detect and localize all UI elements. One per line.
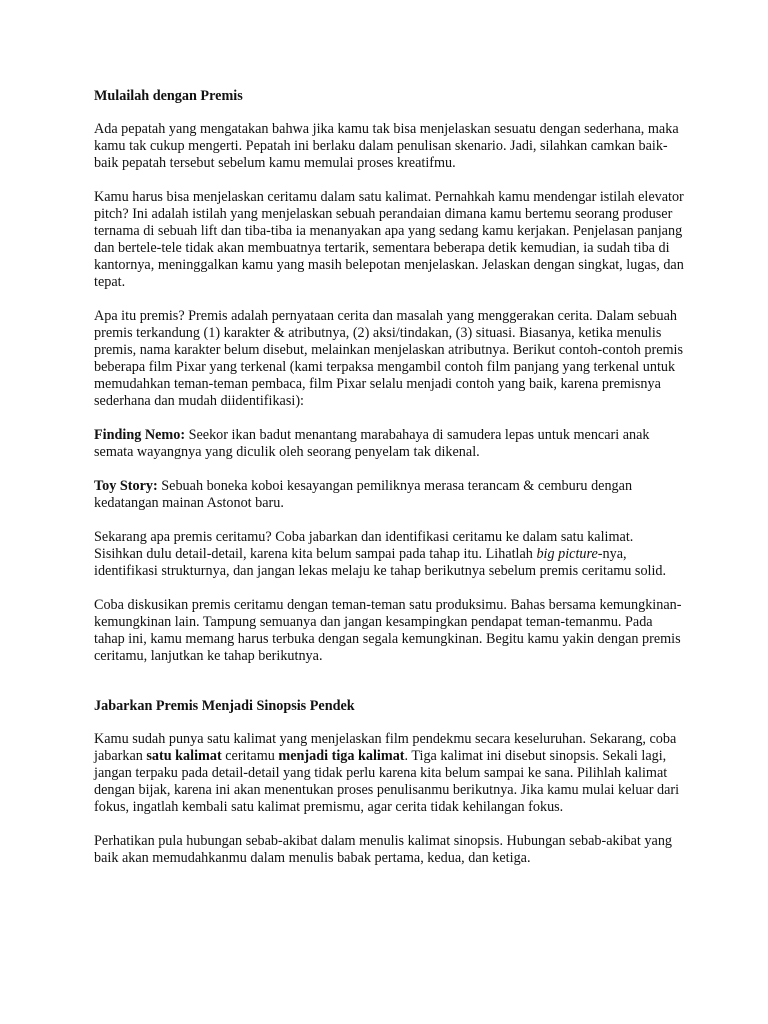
example-toy-story	[94, 478, 684, 512]
section-heading-sinopsis: Jabarkan Premis Menjadi Sinopsis Pendek	[94, 698, 355, 714]
paragraph-premis-ceritamu-italic: big picture	[536, 546, 598, 562]
paragraph-apa-itu-premis: Apa itu premis? Premis adalah pernyataan cerita dan masalah yang menggerakan cerita. Dalam sebuah premis terkandung (1) karakter & atributnya, (2) aksi/tindakan, (3) situasi. Biasanya, ketika menulis premis, nama karakter belum disebut, melainkan menjelaskan atributnya. Berikut contoh-contoh premis beberapa film Pixar yang terkenal (kami terpaksa mengambil contoh film panjang yang terkenal untuk memudahkan teman-teman pembaca, film Pixar selalu menjadi contoh yang baik, karena premisnya sederhana dan mudah diidentifikasi):	[94, 308, 684, 409]
section-spacer	[94, 682, 684, 698]
paragraph-sinopsis-part2: ceritamu	[221, 748, 279, 764]
paragraph-sinopsis	[94, 731, 684, 816]
example-text-toy-story: Sebuah boneka koboi kesayangan pemiliknya merasa terancam & cemburu dengan kedatangan mainan Astonot baru.	[94, 478, 633, 511]
paragraph-sinopsis-bold1: satu kalimat	[146, 748, 222, 764]
paragraph-elevator-pitch: Kamu harus bisa menjelaskan ceritamu dalam satu kalimat. Pernahkah kamu mendengar istilah elevator pitch? Ini adalah istilah yang menjelaskan sebuah perandaian dimana kamu bertemu seorang produser ternama di sebuah lift dan tiba-tiba ia menanyakan apa yang sedang kamu kerjakan. Penjelasan panjang dan bertele-tele tidak akan membuatnya tertarik, sementara beberapa detik kemudian, ia sudah tiba di kantornya, meninggalkan kamu yang masih belepotan menjelaskan. Jelaskan dengan singkat, lugas, dan tepat.	[94, 189, 684, 290]
paragraph-premis-ceritamu-part2: -nya, identifikasi strukturnya, dan jangan lekas melaju ke tahap berikutnya sebelum premis ceritamu solid.	[94, 546, 667, 579]
example-text-finding-nemo: Seekor ikan badut menantang marabahaya di samudera lepas untuk mencari anak semata wayangnya yang diculik oleh seorang penyelam tak dikenal.	[94, 427, 650, 460]
paragraph-premis-ceritamu-part1: Sekarang apa premis ceritamu? Coba jabarkan dan identifikasi ceritamu ke dalam satu kalimat. Sisihkan dulu detail-detail, karena kita belum sampai pada tahap itu. Lihatlah	[94, 529, 634, 562]
paragraph-sinopsis-part3: . Tiga kalimat ini disebut sinopsis. Sekali lagi, jangan terpaku pada detail-detail yang tidak perlu karena kita belum sampai ke sana. Pilihlah kalimat dengan bijak, karena ini akan menentukan proses penulisanmu berikutnya. Jika kamu mulai keluar dari fokus, ingatlah kembali satu kalimat premismu, agar cerita tidak kehilangan fokus.	[94, 748, 680, 815]
example-label-toy-story: Toy Story:	[94, 478, 158, 494]
paragraph-sinopsis-part1: Kamu sudah punya satu kalimat yang menjelaskan film pendekmu secara keseluruhan. Sekarang, coba jabarkan	[94, 731, 677, 764]
paragraph-premis-ceritamu	[94, 529, 684, 580]
example-label-finding-nemo: Finding Nemo:	[94, 427, 186, 443]
paragraph-sebab-akibat: Perhatikan pula hubungan sebab-akibat dalam menulis kalimat sinopsis. Hubungan sebab-akibat yang baik akan memudahkanmu dalam menulis babak pertama, kedua, dan ketiga.	[94, 833, 673, 866]
example-finding-nemo	[94, 427, 684, 461]
paragraph-pepatah: Ada pepatah yang mengatakan bahwa jika kamu tak bisa menjelaskan sesuatu dengan sederhana, maka kamu tak cukup mengerti. Pepatah ini berlaku dalam penulisan skenario. Jadi, silahkan camkan baik-baik pepatah tersebut sebelum kamu memulai proses kreatifmu.	[94, 121, 679, 171]
section-heading-premis: Mulailah dengan Premis	[94, 88, 243, 104]
document-page	[94, 88, 684, 884]
paragraph-sinopsis-bold2: menjadi tiga kalimat	[278, 748, 405, 764]
paragraph-diskusikan: Coba diskusikan premis ceritamu dengan teman-teman satu produksimu. Bahas bersama kemungkinan-kemungkinan lain. Tampung semuanya dan jangan kesampingkan pendapat teman-temanmu. Pada tahap ini, kamu memang harus terbuka dengan segala kemungkinan. Begitu kamu yakin dengan premis ceritamu, lanjutkan ke tahap berikutnya.	[94, 597, 682, 664]
